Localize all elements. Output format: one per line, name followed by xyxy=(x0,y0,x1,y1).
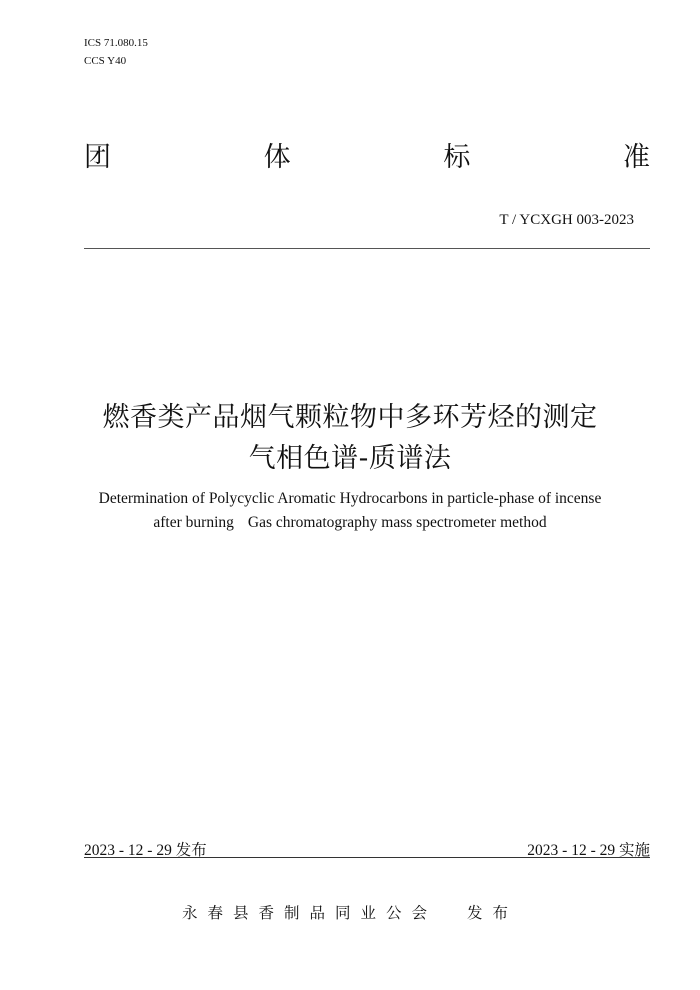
english-title-part-a: after burning xyxy=(153,514,234,531)
footer-divider xyxy=(84,857,650,858)
ics-code: ICS 71.080.15 xyxy=(84,37,148,49)
standard-type-char: 团 xyxy=(84,141,111,173)
standard-type-char: 标 xyxy=(443,141,471,173)
standard-type-char: 准 xyxy=(622,141,650,173)
standard-code: T / YCXGH 003-2023 xyxy=(499,212,634,228)
chinese-title-line-1: 燃香类产品烟气颗粒物中多环芳烃的测定 xyxy=(102,402,598,433)
issue-date-value: 2023 - 12 - 29 xyxy=(84,842,172,859)
implementation-date-value: 2023 - 12 - 29 xyxy=(527,842,616,859)
ccs-code: CCS Y40 xyxy=(84,55,127,67)
english-title-line-1: Determination of Polycyclic Aromatic Hydrocarbons in particle-phase of incense xyxy=(98,490,602,507)
chinese-title-line-2: 气相色谱-质谱法 xyxy=(248,443,452,474)
publisher-action: 发布 xyxy=(467,904,519,922)
implementation-date-label: 实施 xyxy=(618,841,650,859)
english-title-line-2 xyxy=(0,514,700,532)
standard-type-heading xyxy=(84,138,650,173)
english-title-part-b: Gas chromatography mass spectrometer method xyxy=(247,514,547,531)
standard-type-char: 体 xyxy=(263,141,291,173)
publisher xyxy=(182,901,518,923)
issue-date-label: 发布 xyxy=(175,841,207,859)
publisher-name: 永春县香制品同业公会 xyxy=(182,904,438,922)
header-divider xyxy=(84,248,650,249)
